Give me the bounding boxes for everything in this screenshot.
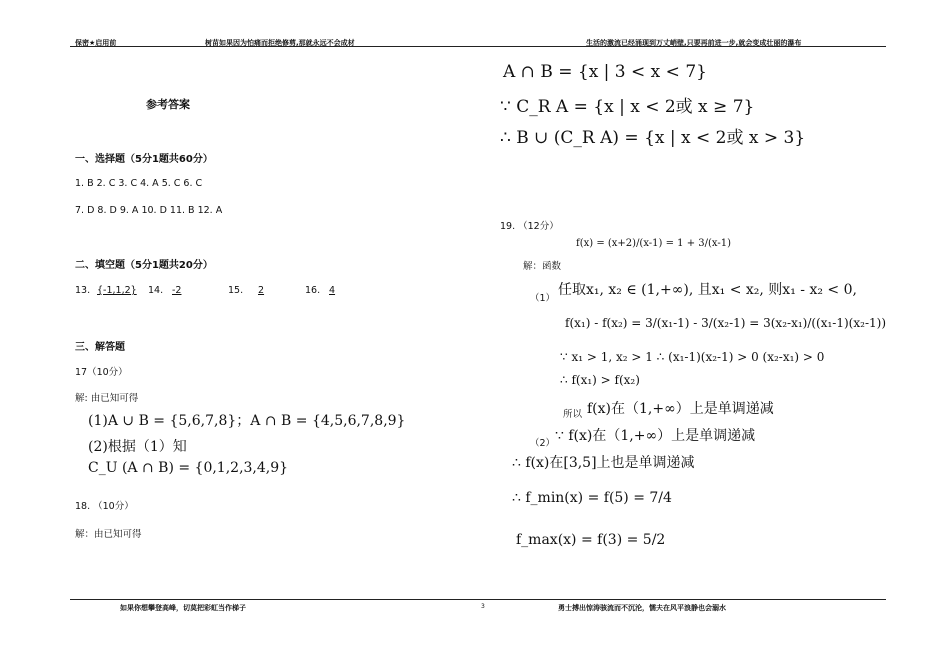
section1-row1: 1. B 2. C 3. C 4. A 5. C 6. C [75, 178, 203, 189]
q16-label: 16. [305, 285, 321, 296]
section1-row2: 7. D 8. D 9. A 10. D 11. B 12. A [75, 205, 223, 216]
header-left: 保密★启用前 [75, 39, 117, 47]
page-number: 3 [481, 603, 485, 610]
step2-label: （2） [530, 438, 556, 449]
step2-result: ∴ f(x)在[3,5]上也是单调递减 [512, 455, 695, 471]
q14-answer: -2 [172, 285, 182, 296]
step1-conclusion-prefix: 所以 [563, 409, 583, 420]
q16-answer: 4 [329, 285, 336, 296]
q14-label: 14. [148, 285, 164, 296]
q17-solve: 解: 由已知可得 [75, 393, 139, 404]
q17-line3: C_U (A ∩ B) = {0,1,2,3,4,9} [88, 460, 289, 476]
section2-heading: 二、填空题（5分1题共20分） [75, 260, 213, 271]
step1-result: ∴ f(x₁) > f(x₂) [560, 373, 640, 387]
header-center: 树苗如果因为怕痛而拒绝修剪,那就永远不会成材 [205, 39, 355, 47]
q17-label: 17（10分） [75, 367, 128, 378]
header-right: 生活的激流已经涌现到万丈峭壁,只要再前进一步,就会变成壮丽的瀑布 [586, 39, 802, 47]
q19-solve: 解：函数 [523, 261, 562, 272]
footer-right: 勇士搏出惊涛骇流而不沉沦，懦夫在风平浪静也会溺水 [558, 604, 726, 612]
q19-label: 19. （12分） [500, 221, 559, 232]
fmin-equation: ∴ f_min(x) = f(5) = 7/4 [512, 490, 672, 506]
section1-heading: 一、选择题（5分1题共60分） [75, 154, 213, 165]
step1-condition: ∵ x₁ > 1, x₂ > 1 ∴ (x₁-1)(x₂-1) > 0 (x₂-x₁) > 0 [560, 350, 825, 364]
header-rule [70, 46, 886, 47]
step1-conclusion: f(x)在（1,+∞）上是单调递减 [587, 401, 774, 417]
step2-text: ∵ f(x)在（1,+∞）上是单调递减 [555, 428, 756, 444]
page-title: 参考答案 [146, 98, 190, 111]
q18-solve: 解：由已知可得 [75, 529, 142, 540]
q18-label: 18. （10分） [75, 501, 134, 512]
footer-left: 如果你想攀登高峰，切莫把彩虹当作梯子 [120, 604, 246, 612]
right-eq1: A ∩ B = {x | 3 < x < 7} [503, 62, 707, 82]
q15-label: 15. [228, 285, 244, 296]
step1-text: 任取x₁, x₂ ∈ (1,+∞), 且x₁ < x₂, 则x₁ - x₂ < 0, [558, 282, 857, 298]
q17-line2: (2)根据（1）知 [88, 439, 187, 455]
q13-answer: {-1,1,2} [97, 285, 137, 296]
fmax-equation: f_max(x) = f(3) = 5/2 [516, 532, 666, 548]
q13-label: 13. [75, 285, 91, 296]
q15-answer: 2 [258, 285, 265, 296]
right-eq3: ∴ B ∪ (C_R A) = {x | x < 2或 x > 3} [500, 128, 806, 148]
footer-rule [70, 599, 886, 600]
q19-function: f(x) = (x+2)/(x-1) = 1 + 3/(x-1) [576, 238, 732, 249]
step1-label: （1） [530, 293, 556, 304]
section3-heading: 三、解答题 [75, 342, 125, 353]
right-eq2: ∵ C_R A = {x | x < 2或 x ≥ 7} [500, 97, 755, 117]
q17-line1: (1)A ∪ B = {5,6,7,8}；A ∩ B = {4,5,6,7,8,9} [88, 413, 406, 429]
step1-equation: f(x₁) - f(x₂) = 3/(x₁-1) - 3/(x₂-1) = 3(x₂-x₁)/((x₁-1)(x₂-1)) [565, 316, 886, 330]
